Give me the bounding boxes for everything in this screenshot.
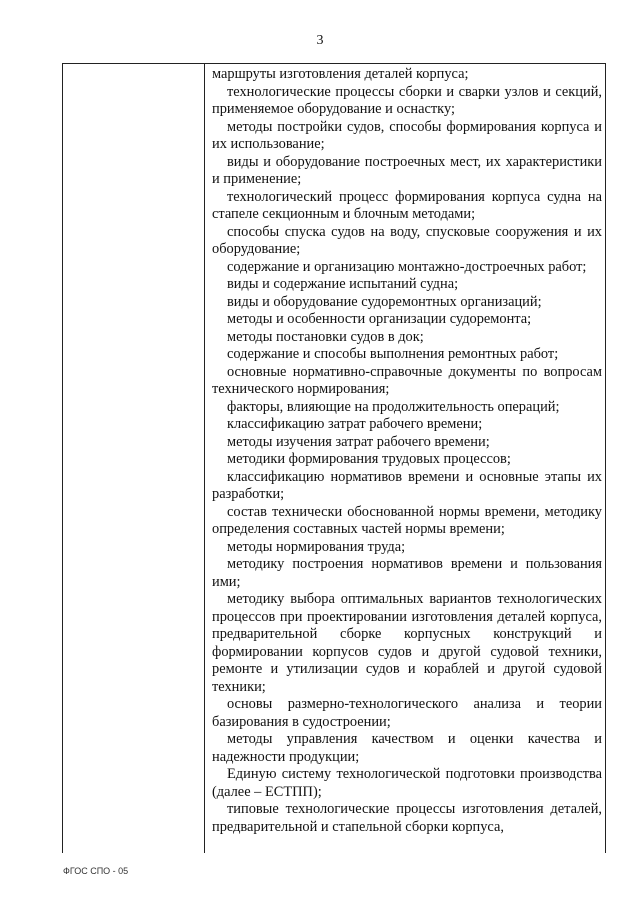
list-item: виды и содержание испытаний судна;: [227, 276, 459, 292]
list-item: виды и оборудование построечных мест, их характеристики и применение;: [212, 153, 602, 187]
list-item: основные нормативно-справочные документы по вопросам технического нормирования;: [212, 363, 602, 397]
requirements-table: [62, 63, 606, 853]
list-item: типовые технологические процессы изготовления деталей, предварительной и стапельной сборки корпуса,: [212, 801, 602, 835]
list-item: методику построения нормативов времени и пользования ими;: [212, 556, 602, 590]
table-left-column: [63, 64, 205, 853]
list-item: основы размерно-технологического анализа и теории базирования в судостроении;: [212, 696, 602, 730]
page-number: 3: [316, 33, 324, 48]
list-item: способы спуска судов на воду, спусковые сооружения и их оборудование;: [212, 223, 602, 257]
list-item: состав технически обоснованной нормы времени, методику определения составных частей нормы времени;: [212, 503, 602, 537]
list-item: методики формирования трудовых процессов;: [227, 451, 511, 467]
list-item: технологический процесс формирования корпуса судна на стапеле секционным и блочным методами;: [212, 188, 602, 222]
list-item: классификацию нормативов времени и основные этапы их разработки;: [212, 468, 602, 502]
list-item: классификацию затрат рабочего времени;: [227, 416, 483, 432]
list-item: маршруты изготовления деталей корпуса;: [212, 66, 469, 82]
list-item: технологические процессы сборки и сварки узлов и секций, применяемое оборудование и оснастку;: [212, 83, 602, 117]
list-item: методы нормирования труда;: [227, 538, 406, 555]
list-item: виды и оборудование судоремонтных организаций;: [227, 293, 542, 310]
list-item: Единую систему технологической подготовки производства (далее – ЕСТПП);: [212, 766, 602, 800]
list-item: факторы, влияющие на продолжительность операций;: [227, 398, 560, 415]
list-item: методы постановки судов в док;: [227, 328, 424, 345]
list-item: содержание и организацию монтажно-достроечных работ;: [227, 258, 587, 275]
list-item: методику выбора оптимальных вариантов технологических процессов при проектировании изготовления деталей корпуса, предварительной сборке корпусных конструкций и формировании корпусов судов и другой судовой техники, ремонте и утилизации судов и кораблей и другой судовой техники;: [212, 591, 602, 695]
list-item: содержание и способы выполнения ремонтных работ;: [227, 346, 559, 362]
list-item: методы изучения затрат рабочего времени;: [227, 433, 490, 450]
footer-code: ФГОС СПО - 05: [63, 866, 129, 876]
list-item: методы и особенности организации судоремонта;: [227, 311, 532, 327]
list-item: методы постройки судов, способы формирования корпуса и их использование;: [212, 118, 602, 152]
list-item: методы управления качеством и оценки качества и надежности продукции;: [212, 731, 602, 765]
table-right-column: [212, 66, 602, 836]
